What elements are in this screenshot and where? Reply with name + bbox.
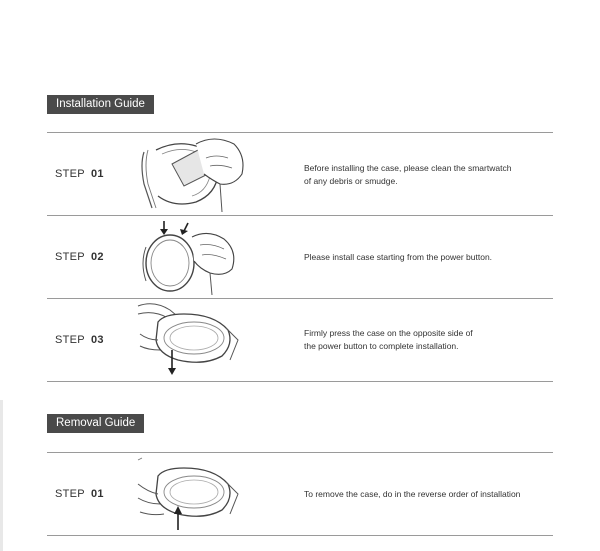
- clean-watch-illustration: [134, 134, 248, 214]
- step-number: 01: [90, 488, 104, 500]
- divider-rule: [47, 215, 553, 216]
- description-line: the power button to complete installation.: [304, 341, 459, 351]
- divider-rule: [47, 132, 553, 133]
- step-word: STEP: [55, 488, 85, 500]
- step-number: 02: [90, 251, 104, 263]
- step-label: [55, 488, 104, 500]
- step-number: 01: [90, 168, 104, 180]
- divider-rule: [47, 535, 553, 536]
- step-description: [304, 327, 556, 353]
- step-number: 03: [90, 334, 104, 346]
- step-label: [55, 168, 104, 180]
- step-word: STEP: [55, 334, 85, 346]
- description-line: Please install case starting from the power button.: [304, 252, 493, 262]
- removal-guide-label: Removal Guide: [47, 414, 144, 433]
- step-word: STEP: [55, 168, 85, 180]
- divider-rule: [47, 298, 553, 299]
- step-description: [304, 488, 556, 501]
- step-word: STEP: [55, 251, 85, 263]
- step-description: [304, 162, 556, 188]
- step-description: [304, 251, 556, 264]
- step-label: [55, 334, 104, 346]
- left-edge-shade: [0, 400, 3, 551]
- description-line: Firmly press the case on the opposite side of: [304, 328, 473, 338]
- description-line: To remove the case, do in the reverse order of installation: [304, 489, 521, 499]
- remove-case-illustration: [134, 454, 248, 534]
- description-line: of any debris or smudge.: [304, 176, 398, 186]
- description-line: Before installing the case, please clean the smartwatch: [304, 163, 512, 173]
- step-label: [55, 251, 104, 263]
- installation-guide-label: Installation Guide: [47, 95, 154, 114]
- divider-rule: [47, 452, 553, 453]
- divider-rule: [47, 381, 553, 382]
- press-case-illustration: [134, 300, 248, 380]
- attach-case-illustration: [134, 217, 248, 297]
